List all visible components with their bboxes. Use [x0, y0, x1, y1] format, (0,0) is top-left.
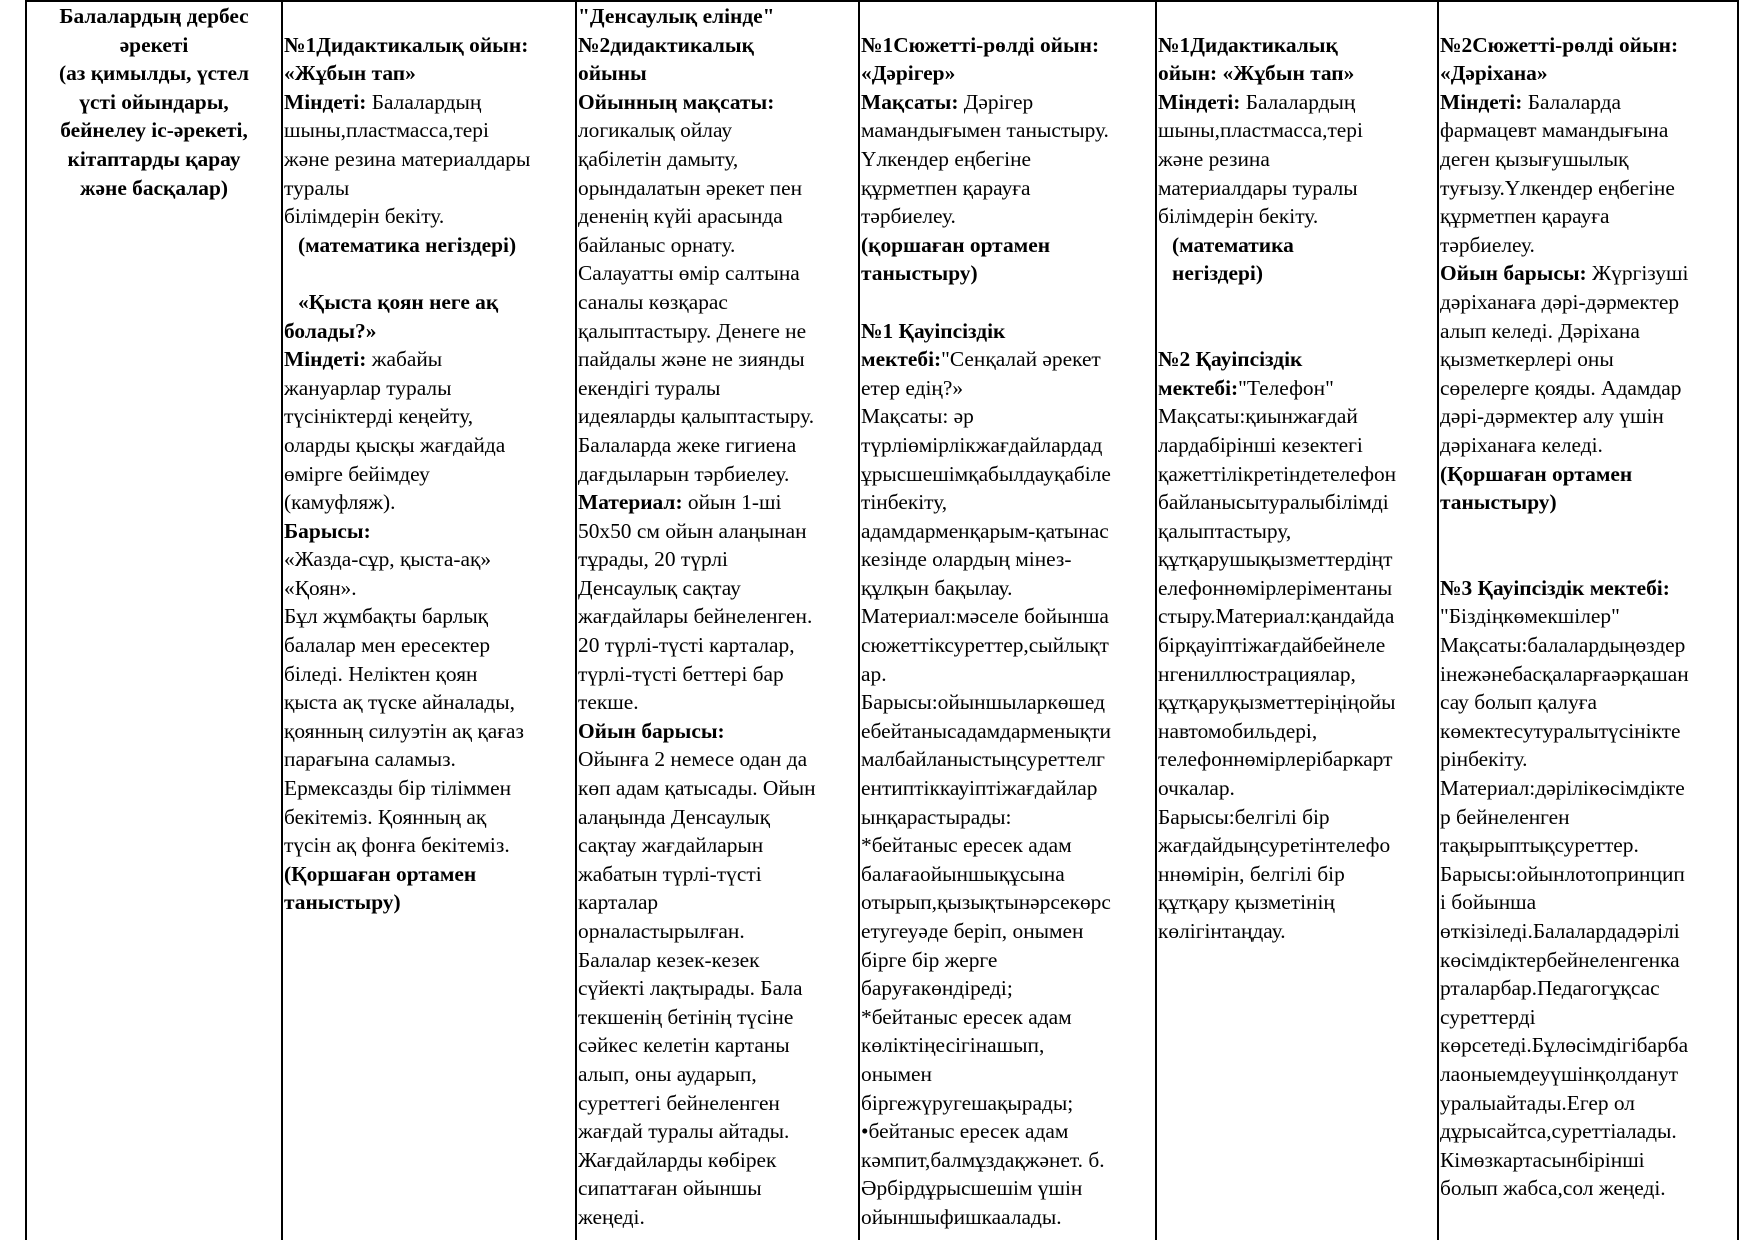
text-line: малбайланыстыңсуреттелг: [861, 747, 1105, 772]
text-line: елефоннөмірлеріментаны: [1158, 575, 1393, 600]
text-line: Балалар кезек-кезек: [578, 947, 760, 972]
monday-activity-cell: [284, 2, 574, 1240]
blank-line: [861, 2, 1154, 31]
text-line: шыны,пластмасса,тері: [1158, 118, 1363, 143]
text-line: Жағдайларды көбірек: [578, 1147, 777, 1172]
thursday-activity-cell: [1158, 2, 1436, 1240]
text-line: 20 түрлі-түсті карталар,: [578, 633, 795, 658]
text-line: Мақсаты:қиынжағдай: [1158, 404, 1358, 429]
text-line: [1158, 88, 1436, 117]
text-line: идеяларды қалыптастыру.: [578, 404, 815, 429]
text-line: стыру.Материал:қандайда: [1158, 604, 1395, 629]
text-line: онымен: [861, 1061, 932, 1086]
text-line: пайдалы және не зиянды: [578, 347, 805, 372]
text-line: [861, 88, 1154, 117]
text-line: телефоннөмірлерібаркарт: [1158, 747, 1393, 772]
blank-line: [1158, 288, 1436, 317]
text-line: және резина материалдары: [284, 146, 531, 171]
text-line: навтомобильдері,: [1158, 718, 1318, 743]
label-text: "Телефон": [1238, 375, 1334, 400]
column-divider-5: [1437, 0, 1439, 1240]
text-line: түсініктерді кеңейту,: [284, 404, 474, 429]
text-line: Ермексазды бір тіліммен: [284, 776, 512, 801]
text-line: құрметпен қарауға: [861, 175, 1031, 200]
bold-label: Міндеті:: [1158, 89, 1241, 114]
text-line: білімдерін бекіту.: [1158, 204, 1319, 229]
bold-label: мектебі:: [1158, 375, 1239, 400]
text-line: [284, 345, 574, 374]
text-line: ұрысшешімқабылдауқабіле: [861, 461, 1111, 486]
text-line: таныстыру): [1440, 490, 1557, 515]
text-line: көліктіңесігінашып,: [861, 1033, 1045, 1058]
text-line: отырып,қызықтынәрсекөрс: [861, 890, 1111, 915]
text-line: құтқару қызметінің: [1158, 890, 1335, 915]
text-line: фармацевт мамандығына: [1440, 118, 1669, 143]
text-line: (Қоршаған ортамен: [1440, 461, 1633, 486]
text-line: алаңында Денсаулық: [578, 804, 770, 829]
text-line: шыны,пластмасса,тері: [284, 118, 489, 143]
text-line: тәрбиелеу.: [861, 204, 956, 229]
text-line: тұрады, 20 түрлі: [578, 547, 728, 572]
text-line: оларды қысқы жағдайда: [284, 432, 506, 457]
bold-label: Міндеті:: [1440, 89, 1523, 114]
text-line: «Жазда-сұр, қыста-ақ»: [284, 547, 492, 572]
text-line: кәмпит,балмұздақжәнет. б.: [861, 1147, 1105, 1172]
text-line: сақтау жағдайларын: [578, 833, 764, 858]
text-line: көмектесутуралытүсінікте: [1440, 718, 1681, 743]
text-line: *бейтаныс ересек адам: [861, 833, 1072, 858]
text-line: (аз қимылды, үстел: [58, 61, 250, 86]
text-line: біргежүругешақырады;: [861, 1090, 1074, 1115]
table-border-left: [25, 0, 27, 1240]
text-line: дәріханаға келеді.: [1440, 432, 1603, 457]
wednesday-activity-cell: [861, 2, 1154, 1240]
text-line: екендігі туралы: [578, 375, 721, 400]
text-line: «Дәріхана»: [1440, 61, 1548, 86]
text-line: Ойын барысы:: [578, 718, 725, 743]
text-line: дағдыларын тәрбиелеу.: [578, 461, 790, 486]
text-line: «Жұбын тап»: [284, 61, 416, 86]
text-line: дәрі-дәрмектер алу үшін: [1440, 404, 1664, 429]
text-line: №2 Қауіпсіздік: [1158, 347, 1303, 372]
text-line: *бейтаныс ересек адам: [861, 1004, 1072, 1029]
text-line: Мақсаты: әр: [861, 404, 974, 429]
text-line: Балаларда жеке гигиена: [578, 432, 797, 457]
text-line: алып келеді. Дәріхана: [1440, 318, 1640, 343]
text-line: р бейнеленген: [1440, 804, 1570, 829]
bold-label: Материал:: [578, 490, 683, 515]
text-line: таныстыру): [284, 890, 401, 915]
text-line: (математика негіздері): [298, 232, 517, 257]
text-line: кітаптарды қарау: [67, 146, 241, 171]
text-line: алып, оны аударып,: [578, 1061, 757, 1086]
text-line: Барысы:ойынлотопринцип: [1440, 861, 1685, 886]
label-text: жабайы: [366, 347, 443, 372]
text-line: Кімөзкартасынбірінші: [1440, 1147, 1645, 1172]
table-border-right: [1737, 0, 1739, 1240]
text-line: сипаттаған ойыншы: [578, 1176, 762, 1201]
text-line: орналастырылған.: [578, 919, 745, 943]
blank-line: [284, 2, 574, 31]
text-line: уралыайтады.Егер ол: [1440, 1090, 1635, 1115]
text-line: қалыптастыру. Денеге не: [578, 318, 807, 343]
text-line: [1440, 259, 1736, 288]
text-line: ннөмірін, белгілі бір: [1158, 861, 1345, 886]
text-line: құтқаруқызметтеріңіңойы: [1158, 690, 1396, 715]
text-line: жағдайдыңсуретінтелефо: [1158, 833, 1391, 858]
text-line: ынқарастырады:: [861, 804, 1012, 829]
text-line: суреттегі бейнеленген: [578, 1090, 780, 1115]
activity-type-cell: [28, 2, 280, 1240]
text-line: (Қоршаған ортамен: [284, 861, 477, 886]
text-line: етер едің?»: [861, 375, 964, 400]
text-line: материалдары туралы: [1158, 175, 1358, 200]
label-text: Жүргізуші: [1586, 261, 1689, 286]
label-text: Балаларда: [1522, 89, 1621, 114]
text-line: сәйкес келетін картаны: [578, 1033, 790, 1058]
text-line: бейнелеу іс-әрекеті,: [60, 118, 248, 143]
text-line: «Дәрігер»: [861, 61, 956, 86]
label-text: Дәрігер: [958, 89, 1034, 114]
text-line: көрсетеді.Бұлөсімдігібарба: [1440, 1033, 1689, 1058]
text-line: Ойынның мақсаты:: [578, 89, 775, 114]
text-line: №1 Қауіпсіздік: [861, 318, 1006, 343]
text-line: таныстыру): [861, 261, 978, 286]
text-line: рталарбар.Педагогұқсас: [1440, 976, 1660, 1001]
text-line: "Денсаулық елінде": [578, 4, 775, 28]
text-line: түрлі-түсті беттері бар: [578, 661, 784, 686]
text-line: лардабірінші кезектегі: [1158, 432, 1363, 457]
text-line: саналы көзқарас: [578, 289, 728, 314]
text-line: өткізіледі.Балалардадәрілі: [1440, 919, 1680, 943]
text-line: ойыншыфишкаалады.: [861, 1204, 1062, 1229]
text-line: бірқауіптіжағдайбейнеле: [1158, 633, 1386, 658]
text-line: (математика: [1172, 232, 1294, 257]
column-divider-3: [858, 0, 860, 1240]
text-line: №1Дидактикалық: [1158, 32, 1338, 57]
text-line: өмірге бейімдеу: [284, 461, 430, 486]
text-line: қоянның силуэтін ақ қағаз: [284, 718, 524, 743]
text-line: Ойынға 2 немесе одан да: [578, 747, 808, 772]
text-line: ентиптіккауіптіжағдайлар: [861, 776, 1098, 801]
blank-line: [861, 288, 1154, 317]
text-line: жеңеді.: [578, 1204, 645, 1229]
text-line: №2Сюжетті-рөлді ойын:: [1440, 32, 1679, 57]
text-line: байланысытуралыбілімді: [1158, 490, 1389, 515]
text-line: нгениллюстрациялар,: [1158, 661, 1356, 686]
text-line: біледі. Неліктен қоян: [284, 661, 478, 686]
text-line: очкалар.: [1158, 776, 1235, 801]
text-line: қыста ақ түске айналады,: [284, 690, 516, 715]
text-line: •бейтаныс ересек адам: [861, 1119, 1069, 1144]
text-line: текшенің бетінің түсіне: [578, 1004, 794, 1029]
blank-line: [284, 259, 574, 288]
text-line: адамдарменқарым-қатынас: [861, 518, 1109, 543]
text-line: [861, 345, 1154, 374]
tuesday-activity-cell: [578, 2, 857, 1240]
blank-line: [1440, 2, 1736, 31]
bold-label: Ойын барысы:: [1440, 261, 1587, 286]
text-line: және резина: [1158, 146, 1270, 171]
text-line: (камуфляж).: [284, 490, 396, 515]
text-line: Барысы:: [284, 518, 371, 543]
text-line: мамандығымен таныстыру.: [861, 118, 1109, 143]
text-line: тәрбиелеу.: [1440, 232, 1535, 257]
text-line: тақырыптықсуреттер.: [1440, 833, 1639, 858]
text-line: қалыптастыру,: [1158, 518, 1292, 543]
text-line: дененің күйі арасында: [578, 204, 783, 229]
text-line: орындалатын әрекет пен: [578, 175, 803, 200]
label-text: Балалардың: [1240, 89, 1356, 114]
text-line: [578, 488, 857, 517]
text-line: дұрысайтса,суреттіалады.: [1440, 1119, 1677, 1144]
text-line: №1Дидактикалық ойын:: [284, 32, 529, 57]
label-text: Балалардың: [366, 89, 482, 114]
text-line: дәріханаға дәрі-дәрмектер: [1440, 289, 1680, 314]
text-line: Бұл жұмбақты барлық: [284, 604, 489, 629]
text-line: [284, 88, 574, 117]
text-line: Мақсаты:балалардыңөздер: [1440, 633, 1686, 658]
text-line: түсін ақ фонға бекітеміз.: [284, 833, 510, 858]
text-line: бірге бір жерге: [861, 947, 998, 972]
text-line: сау болып қалуға: [1440, 690, 1598, 715]
text-line: Барысы:белгілі бір: [1158, 804, 1330, 829]
text-line: жағдайлары бейнеленген.: [578, 604, 813, 629]
text-line: болып жабса,сол жеңеді.: [1440, 1176, 1666, 1201]
blank-line: [1158, 2, 1436, 31]
text-line: Материал:дәрілікөсімдікте: [1440, 776, 1685, 801]
text-line: құлқын бақылау.: [861, 575, 1013, 600]
text-line: інежәнебасқаларғаәрқашан: [1440, 661, 1689, 686]
text-line: жағдай туралы айтады.: [578, 1119, 790, 1144]
text-line: і бойынша: [1440, 890, 1537, 915]
text-line: логикалық ойлау: [578, 118, 733, 143]
text-line: [1440, 88, 1736, 117]
text-line: кезінде олардың мінез-: [861, 547, 1072, 572]
text-line: түрліөмірлікжағдайлардад: [861, 432, 1103, 457]
text-line: ойын: «Жұбын тап»: [1158, 61, 1355, 86]
text-line: әрекеті: [119, 32, 189, 57]
text-line: қажеттілікретіндетелефон: [1158, 461, 1397, 486]
label-text: "Сенқалай әрекет: [941, 347, 1101, 372]
text-line: сүйекті лақтырады. Бала: [578, 976, 803, 1001]
text-line: баруғакөндіреді;: [861, 976, 1013, 1001]
bold-label: мектебі:: [861, 347, 942, 372]
text-line: көлігінтаңдау.: [1158, 919, 1286, 943]
friday-activity-cell: [1440, 2, 1736, 1240]
text-line: құрметпен қарауға: [1440, 204, 1610, 229]
text-line: бекітеміз. Қоянның ақ: [284, 804, 487, 829]
blank-line: [1440, 545, 1736, 574]
text-line: жануарлар туралы: [284, 375, 452, 400]
text-line: көп адам қатысады. Ойын: [578, 776, 816, 801]
text-line: көсімдіктербейнеленгенка: [1440, 947, 1680, 972]
text-line: ебейтанысадамдарменықти: [861, 718, 1111, 743]
text-line: [1158, 374, 1436, 403]
blank-line: [1440, 517, 1736, 546]
text-line: тінбекіту,: [861, 490, 948, 515]
text-line: сюжеттіксуреттер,сыйлықт: [861, 633, 1109, 658]
text-line: білімдерін бекіту.: [284, 204, 445, 229]
text-line: Әрбірдұрысшешім үшін: [861, 1176, 1083, 1201]
text-line: карталар: [578, 890, 659, 915]
text-line: №2дидактикалық: [578, 32, 754, 57]
text-line: байланыс орнату.: [578, 232, 736, 257]
column-divider-2: [575, 0, 577, 1240]
text-line: үсті ойындары,: [79, 89, 229, 114]
text-line: негіздері): [1172, 261, 1263, 286]
text-line: жабатын түрлі-түсті: [578, 861, 762, 886]
text-line: болады?»: [284, 318, 377, 343]
text-line: Денсаулық сақтау: [578, 575, 741, 600]
text-line: құтқарушықызметтердіңт: [1158, 547, 1393, 572]
text-line: деген қызығушылық: [1440, 146, 1629, 171]
text-line: Балалардың дербес: [59, 4, 249, 28]
text-line: текше.: [578, 690, 639, 715]
text-line: «Қыста қоян неге ақ: [298, 289, 499, 314]
text-line: туралы: [284, 175, 350, 200]
blank-line: [1158, 317, 1436, 346]
column-divider-4: [1155, 0, 1157, 1240]
column-divider-1: [281, 0, 283, 1240]
bold-label: Міндеті:: [284, 89, 367, 114]
text-line: Материал:мәселе бойынша: [861, 604, 1109, 629]
text-line: "Біздіңкөмекшілер": [1440, 604, 1620, 629]
text-line: балағаойыншықұсына: [861, 861, 1065, 886]
label-text: ойын 1-ші: [682, 490, 782, 515]
text-line: етугеуәде беріп, онымен: [861, 919, 1084, 943]
text-line: және басқалар): [80, 175, 228, 200]
text-line: 50x50 см ойын алаңынан: [578, 518, 807, 543]
text-line: балалар мен ересектер: [284, 633, 491, 658]
text-line: парағына саламыз.: [284, 747, 456, 772]
text-line: №3 Қауіпсіздік мектебі:: [1440, 575, 1670, 600]
text-line: лаоныемдеуүшінқолданут: [1440, 1061, 1679, 1086]
text-line: туғызу.Үлкендер еңбегіне: [1440, 175, 1675, 200]
text-line: «Қоян».: [284, 575, 357, 600]
text-line: қызметкерлері оны: [1440, 347, 1614, 372]
text-line: Барысы:ойыншыларкөшед: [861, 690, 1105, 715]
text-line: сөрелерге қояды. Адамдар: [1440, 375, 1682, 400]
bold-label: Міндеті:: [284, 347, 367, 372]
text-line: ойыны: [578, 61, 647, 86]
text-line: Салауатты өмір салтына: [578, 261, 800, 286]
bold-label: Мақсаты:: [861, 89, 959, 114]
text-line: Үлкендер еңбегіне: [861, 146, 1032, 171]
text-line: суреттерді: [1440, 1004, 1536, 1029]
text-line: (қоршаған ортамен: [861, 232, 1051, 257]
text-line: рінбекіту.: [1440, 747, 1528, 772]
text-line: ар.: [861, 661, 887, 686]
text-line: қабілетін дамыту,: [578, 146, 739, 171]
text-line: №1Сюжетті-рөлді ойын:: [861, 32, 1100, 57]
